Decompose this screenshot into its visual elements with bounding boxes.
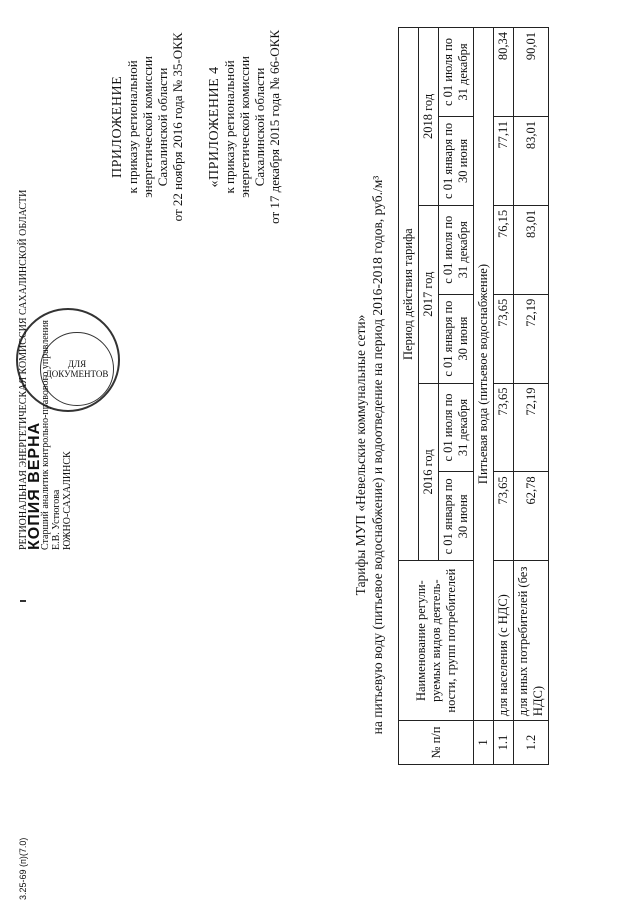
header-half-2: с 01 июля по 31 декабря xyxy=(439,383,474,472)
section-num: 1 xyxy=(474,721,494,765)
official-stamp xyxy=(8,189,128,560)
header-period: Период действия тарифа xyxy=(399,28,419,561)
header-year-2017: 2017 год xyxy=(419,205,439,383)
appendix-heading-2: «ПРИЛОЖЕНИЕ 4 xyxy=(207,66,222,188)
header-half-1: с 01 января по 30 июня xyxy=(439,472,474,561)
row-value: 72,19 xyxy=(514,383,549,472)
header-half-2: с 01 июля по 31 декабря xyxy=(439,28,474,117)
table-row xyxy=(514,28,549,765)
header-half-1: с 01 января по 30 июня xyxy=(439,116,474,205)
appendix-line: к приказу региональной xyxy=(222,60,237,194)
appendix-block xyxy=(110,30,282,224)
stamp-text xyxy=(18,190,73,550)
appendix-line: к приказу региональной xyxy=(125,60,140,194)
stamp-signer: Е.В. Устюгова xyxy=(51,489,62,550)
tariff-table xyxy=(398,27,549,765)
appendix-line: энергетической комиссии xyxy=(237,56,252,198)
stamp-copy-verified: КОПИЯ ВЕРНА xyxy=(26,421,43,550)
row-value: 80,34 xyxy=(494,28,514,117)
document-title xyxy=(352,125,386,785)
header-name: Наименование регули-руемых видов деятель-ности, групп потребителей xyxy=(399,561,474,721)
header-num: № п/п xyxy=(399,721,474,765)
appendix-line: энергетической комиссии xyxy=(140,56,155,198)
stamp-org: РЕГИОНАЛЬНАЯ ЭНЕРГЕТИЧЕСКАЯ КОМИССИЯ САХАЛИНСКОЙ ОБЛАСТИ xyxy=(18,189,29,550)
row-value: 72,19 xyxy=(514,294,549,383)
appendix-heading: ПРИЛОЖЕНИЕ xyxy=(110,75,125,178)
header-year-2018: 2018 год xyxy=(419,28,439,206)
appendix-line: Сахалинской области xyxy=(252,67,267,187)
appendix-line: от 17 декабря 2015 года № 66-ОКК xyxy=(267,30,282,224)
row-value: 73,65 xyxy=(494,383,514,472)
title-line-1: Тарифы МУП «Невельские коммунальные сети» xyxy=(353,314,368,596)
row-name: для иных потребителей (без НДС) xyxy=(514,561,549,721)
appendix-line: от 22 ноября 2016 года № 35-ОКК xyxy=(170,32,185,222)
row-value: 83,01 xyxy=(514,116,549,205)
row-value: 90,01 xyxy=(514,28,549,117)
appendix-line: Сахалинской области xyxy=(155,67,170,187)
header-year-2016: 2016 год xyxy=(419,383,439,561)
row-value: 73,65 xyxy=(494,294,514,383)
row-value: 73,65 xyxy=(494,472,514,561)
row-value: 83,01 xyxy=(514,205,549,294)
row-value: 62,78 xyxy=(514,472,549,561)
section-label: Питьевая вода (питьевое водоснабжение) xyxy=(474,28,494,721)
row-name: для населения (с НДС) xyxy=(494,561,514,721)
row-value: 77,11 xyxy=(494,116,514,205)
table-row xyxy=(494,28,514,765)
row-num: 1.2 xyxy=(514,721,549,765)
stamp-city: ЮЖНО-САХАЛИНСК xyxy=(62,451,73,550)
header-half-1: с 01 января по 30 июня xyxy=(439,294,474,383)
footer-code: 3.25-69 (п)(7.0) xyxy=(18,837,28,900)
stamp-center: ДЛЯ ДОКУМЕНТОВ xyxy=(40,332,114,406)
margin-mark xyxy=(20,600,26,602)
row-num: 1.1 xyxy=(494,721,514,765)
header-half-2: с 01 июля по 31 декабря xyxy=(439,205,474,294)
title-line-2: на питьевую воду (питьевое водоснабжение) и водоотведение на период 2016-2018 годов, руб./м³ xyxy=(370,175,385,735)
stamp-position: Старший аналитик контрольно-правового управления xyxy=(40,320,51,550)
row-value: 76,15 xyxy=(494,205,514,294)
